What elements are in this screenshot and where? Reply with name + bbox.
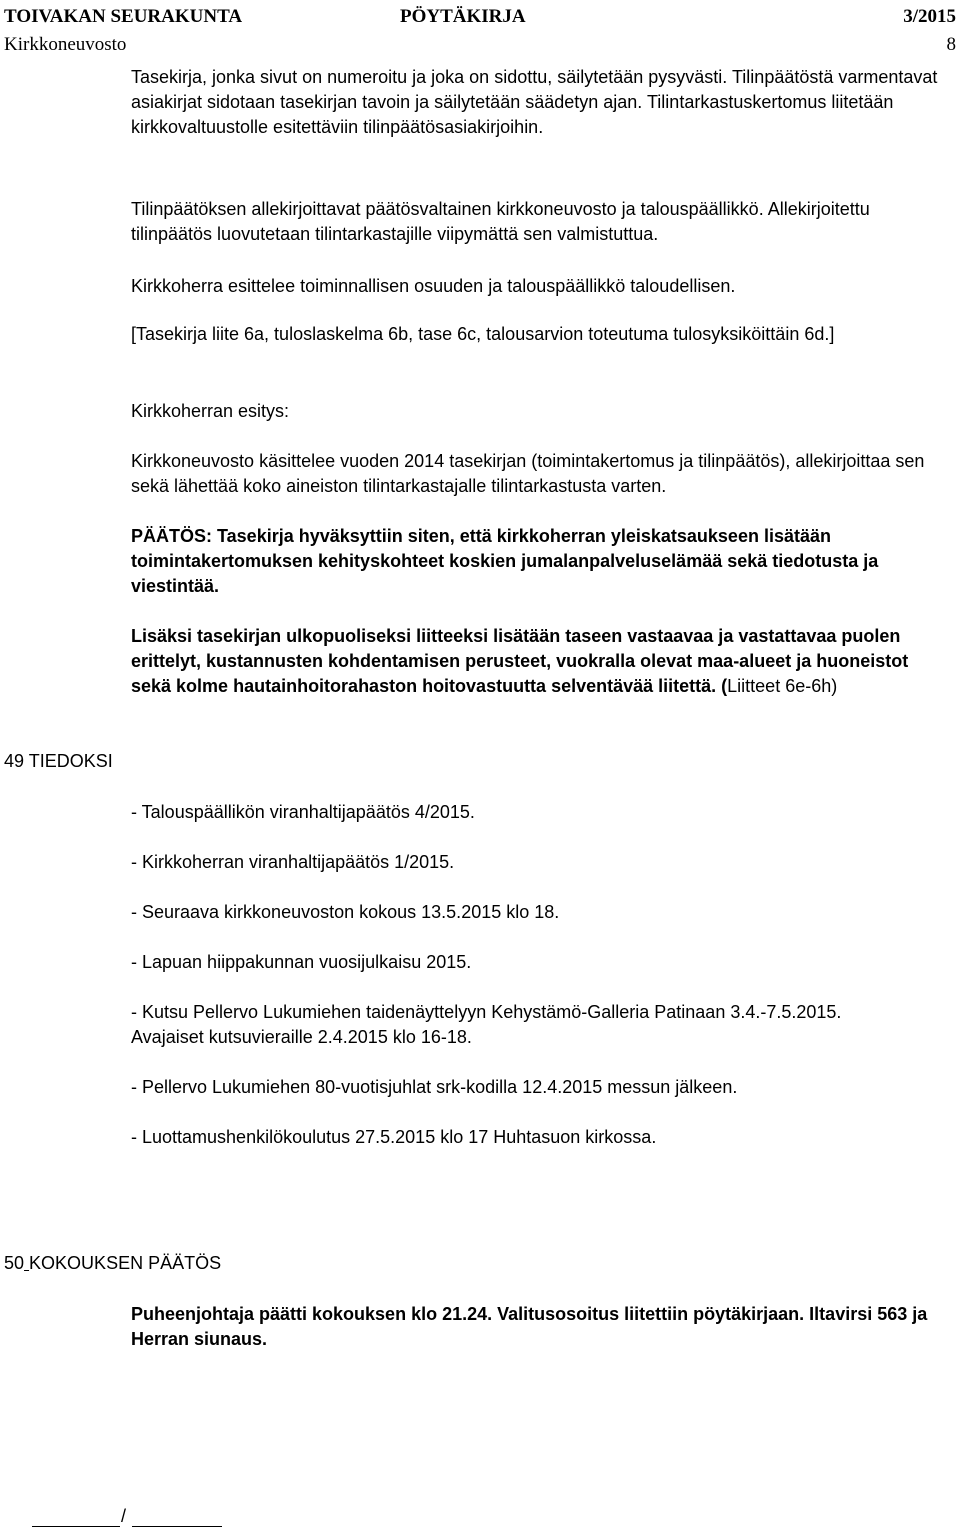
signature-line-left xyxy=(32,1526,120,1527)
notice-item-3: - Seuraava kirkkoneuvoston kokous 13.5.2015 klo 18. xyxy=(131,902,560,922)
addition-bold: Lisäksi tasekirjan ulkopuoliseksi liitteeksi lisätään taseen vastaavaa ja vastattavaa puolen erittelyt, kustannusten kohdentamisen perusteet, vuokralla olevat maa-alueet ja huoneistot sekä kolme hautainhoitorahaston hoitovastuutta selventävää liitettä. ( xyxy=(131,626,909,696)
body-name: Kirkkoneuvosto xyxy=(4,34,127,55)
addition-text xyxy=(131,624,953,699)
notice-item-7: - Luottamushenkilökoulutus 27.5.2015 klo 17 Huhtasuon kirkossa. xyxy=(131,1127,657,1147)
section-49-label: 49 TIEDOKSI xyxy=(4,751,113,771)
decision-text: PÄÄTÖS: Tasekirja hyväksyttiin siten, että kirkkoherran yleiskatsaukseen lisätään toimintakertomuksen kehityskohteet koskien jumalanpalveluselämää sekä tiedotusta ja viestintää. xyxy=(131,526,879,596)
proposal-heading: Kirkkoherran esitys: xyxy=(131,401,290,421)
closing-decision: Puheenjohtaja päätti kokouksen klo 21.24. Valitusosoitus liitettiin pöytäkirjaan. Iltavirsi 563 ja Herran siunaus. xyxy=(131,1304,928,1349)
doc-type: PÖYTÄKIRJA xyxy=(400,6,526,27)
signature-line-right xyxy=(132,1526,222,1527)
proposal-text: Kirkkoneuvosto käsittelee vuoden 2014 tasekirjan (toimintakertomus ja tilinpäätös), allekirjoittaa sen sekä lähettää koko aineiston tilintarkastajalle tilintarkastusta varten. xyxy=(131,451,925,496)
notice-item-6: - Pellervo Lukumiehen 80-vuotisjuhlat srk-kodilla 12.4.2015 messun jälkeen. xyxy=(131,1077,738,1097)
page-number: 8 xyxy=(946,34,956,55)
section-50-number: 50 xyxy=(4,1253,25,1273)
notice-item-4: - Lapuan hiippakunnan vuosijulkaisu 2015. xyxy=(131,952,472,972)
paragraph-presentation: Kirkkoherra esittelee toiminnallisen osuuden ja talouspäällikkö taloudellisen. xyxy=(131,276,736,296)
signature-separator: / xyxy=(121,1506,127,1526)
doc-number: 3/2015 xyxy=(903,6,956,27)
section-50-heading xyxy=(4,1251,221,1276)
paragraph-signing: Tilinpäätöksen allekirjoittavat päätösvaltainen kirkkoneuvosto ja talouspäällikkö. Allekirjoitettu tilinpäätös luovutetaan tilintarkastajille viipymättä sen valmistuttua. xyxy=(131,199,870,244)
notice-item-5: - Kutsu Pellervo Lukumiehen taidenäyttelyyn Kehystämö-Galleria Patinaan 3.4.-7.5.2015. Avajaiset kutsuvieraille 2.4.2015 klo 16-18. xyxy=(131,1002,842,1047)
notice-item-1: - Talouspäällikön viranhaltijapäätös 4/2015. xyxy=(131,802,475,822)
section-50-title: KOKOUKSEN PÄÄTÖS xyxy=(29,1253,222,1273)
paragraph-attachments: [Tasekirja liite 6a, tuloslaskelma 6b, tase 6c, talousarvion toteutuma tulosyksiköittäin 6d.] xyxy=(131,324,835,344)
page-header xyxy=(4,4,956,60)
addition-normal: Liitteet 6e-6h) xyxy=(727,676,838,696)
org-name: TOIVAKAN SEURAKUNTA xyxy=(4,6,243,27)
notice-item-2: - Kirkkoherran viranhaltijapäätös 1/2015. xyxy=(131,852,455,872)
paragraph-archiving: Tasekirja, jonka sivut on numeroitu ja joka on sidottu, säilytetään pysyvästi. Tilinpäätöstä varmentavat asiakirjat sidotaan tasekirjan tavoin ja säilytetään säädetyn ajan. Tilintarkastuskertomus liitetään kirkkovaltuustolle esitettäviin tilinpäätösasiakirjoihin. xyxy=(131,67,938,137)
